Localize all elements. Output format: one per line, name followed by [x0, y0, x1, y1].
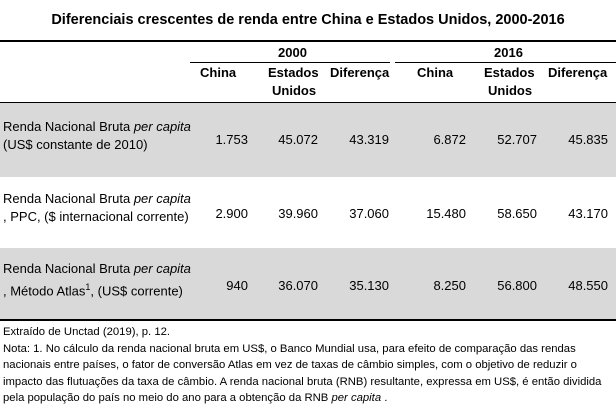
- top-rule: [0, 40, 616, 42]
- col-eua-2016-line2: Unidos: [488, 83, 533, 98]
- row-2-diff-2016: 43.170: [568, 206, 608, 221]
- row-3-diff-2000: 35.130: [349, 278, 389, 293]
- source-line: Extraído de Unctad (2019), p. 12.: [3, 326, 171, 338]
- row-3-eua-2016: 56.800: [497, 278, 537, 293]
- col-diff-2000: Diferença: [330, 65, 390, 80]
- row-3-label: Renda Nacional Bruta per capita , Método Atlas$^1$, (US$ corrente): [3, 261, 191, 299]
- year-2000-header: 2000: [278, 45, 307, 60]
- row-1-china-2000: 1.753: [215, 132, 248, 147]
- footnote: Nota: 1. No cálculo da renda nacional bruta em US$, o Banco Mundial usa, para efeito de comparação das rendas nacionais entre países, o fator de conversão Atlas em vez de taxas de câmbio simples, com o objetivo de reduzir o impacto das flutuações da taxa de câmbio. A renda nacional bruta (RNB) resultante, expressa em US$, é então dividida pela população do país no meio do ano para a obtenção da RNB per capita .: [3, 343, 602, 405]
- year-2016-underline: [395, 62, 616, 63]
- row-2-china-2016: 15.480: [426, 206, 466, 221]
- row-1-eua-2000: 45.072: [278, 132, 318, 147]
- row-3-china-2016: 8.250: [433, 278, 466, 293]
- row-2-eua-2000: 39.960: [278, 206, 318, 221]
- row-3-china-2000: 940: [226, 278, 248, 293]
- col-china-2016: China: [417, 65, 454, 80]
- bottom-rule: [0, 319, 616, 321]
- year-2000-underline: [190, 62, 390, 63]
- row-2-label: Renda Nacional Bruta per capita , PPC, ($ internacional corrente): [3, 191, 191, 224]
- row-1-label: Renda Nacional Bruta per capita (US$ constante de 2010): [3, 119, 191, 152]
- row-2-china-2000: 2.900: [215, 206, 248, 221]
- row-1-diff-2016: 45.835: [568, 132, 608, 147]
- col-diff-2016: Diferença: [548, 65, 608, 80]
- row-3-diff-2016: 48.550: [568, 278, 608, 293]
- col-eua-2000-line1: Estados: [268, 65, 319, 80]
- row-1-china-2016: 6.872: [433, 132, 466, 147]
- row-2-diff-2000: 37.060: [349, 206, 389, 221]
- row-3-eua-2000: 36.070: [278, 278, 318, 293]
- table-title: Diferenciais crescentes de renda entre China e Estados Unidos, 2000-2016: [51, 12, 565, 28]
- col-eua-2016-line1: Estados: [484, 65, 535, 80]
- row-1-diff-2000: 43.319: [349, 132, 389, 147]
- col-china-2000: China: [200, 65, 237, 80]
- row-1-eua-2016: 52.707: [497, 132, 537, 147]
- col-eua-2000-line2: Unidos: [272, 83, 317, 98]
- row-2-eua-2016: 58.650: [497, 206, 537, 221]
- year-2016-header: 2016: [494, 45, 523, 60]
